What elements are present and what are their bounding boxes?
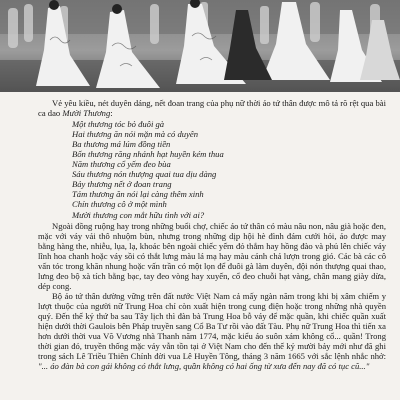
edict-quote: "... áo đàn bà con gái không có thắt lưng, quần không có hai ống từ xưa đến nay đã có tục cũ..." — [38, 361, 370, 372]
poem-line: Sáu thương nón thượng quai tua dịu dàng — [72, 169, 217, 180]
intro-colon: : — [110, 108, 113, 119]
intro-paragraph — [38, 98, 386, 118]
poem-line: Bốn thương răng nhánh hạt huyền kém thua — [72, 149, 224, 160]
poem-line: Bảy thương nết ở đoan trang — [72, 179, 172, 190]
poem-line: Chín thương cô ở một mình — [72, 199, 167, 210]
poem-verse — [72, 119, 386, 219]
paragraph-three-text: Bộ áo tứ thân dường vững trên đất nước Việt Nam cả mấy ngàn năm trong khi bị xâm chiếm y lượt thuộc của người nữ Trung Hoa chỉ còn xuất hiện trong cung điện hoặc trong những nhà quyền quý. Đến thế kỷ thứ ba sau Tây lịch thì đàn bà Trung Hoa bỗ váy để mặc quần, khi chiếc quần xuất hiện dưới thời Gaulois bên Pháp truyền sang Cổ Ba Tư rồi vào đất Tàu. Phụ nữ Trung Hoa thì tiến xa hơn dưới thời vua Võ Vương nhà Thanh năm 1774, mặc kiểu áo suôn xám không cổ... quần! Trong thời gian đó, truyền thống mặc váy vẫn tồn tại ở Việt Nam cho đến thế kỷ mười bảy mới như đã ghi trong sách Lê Triều Thiên Chính đời vua Lê Huyền Tông, tháng 3 năm 1665 với sắc lệnh nhắc nhở: — [38, 290, 386, 362]
poem-title: Mười Thương — [62, 108, 111, 119]
paragraph-two: Ngoài đồng ruộng hay trong những buổi chợ, chiếc áo tứ thân có màu nâu non, nâu già hoặc đen, mặc với váy vải thô nhuộm bùn, nhưng trong những dịp hội hè đình đám cưới hỏi, áo được may bằng hàng the, nhiễu, lụa, lạ, khoác bên ngoài chiếc yếm đỏ thắm hay hồng đào và phủ lên chiếc váy lĩnh hoa chanh hoặc váy sồi có thắt lưng màu lá mạ hay màu cánh chả lượn trong gió. Các bà các cô vấn tóc trong khăn nhung hoặc vấn trần có một lọn để đuôi gà làm duyên, đội nón thượng quai thao, lưng đeo bộ xà tích bằng bạc, tay đeo vòng hay xuyến, cổ đeo chuỗi hạt vàng, chân mang giày dừa, dép cong. — [38, 220, 386, 291]
poem-line: Năm thương cổ yếm đeo bùa — [72, 159, 171, 170]
paragraph-three — [38, 291, 386, 371]
dancers-photo-image — [0, 0, 400, 92]
poem-line: Ba thương má lúm đồng tiền — [72, 139, 171, 150]
poem-line: Một thương tóc bỏ đuôi gà — [72, 119, 165, 130]
intro-text: Vẻ yêu kiều, nét duyên dáng, nết đoan trang của phụ nữ thời áo tứ thân được mô tả rõ rệt qua bài ca dao — [38, 98, 386, 119]
header-photo — [0, 0, 400, 92]
poem-line: Hai thương ăn nói mặn mà có duyên — [72, 129, 198, 140]
poem-line: Mười thương con mắt hữu tình với ai? — [72, 209, 205, 220]
poem-line: Tám thương ăn nói lại càng thêm xinh — [72, 189, 204, 200]
article-body — [38, 98, 386, 371]
